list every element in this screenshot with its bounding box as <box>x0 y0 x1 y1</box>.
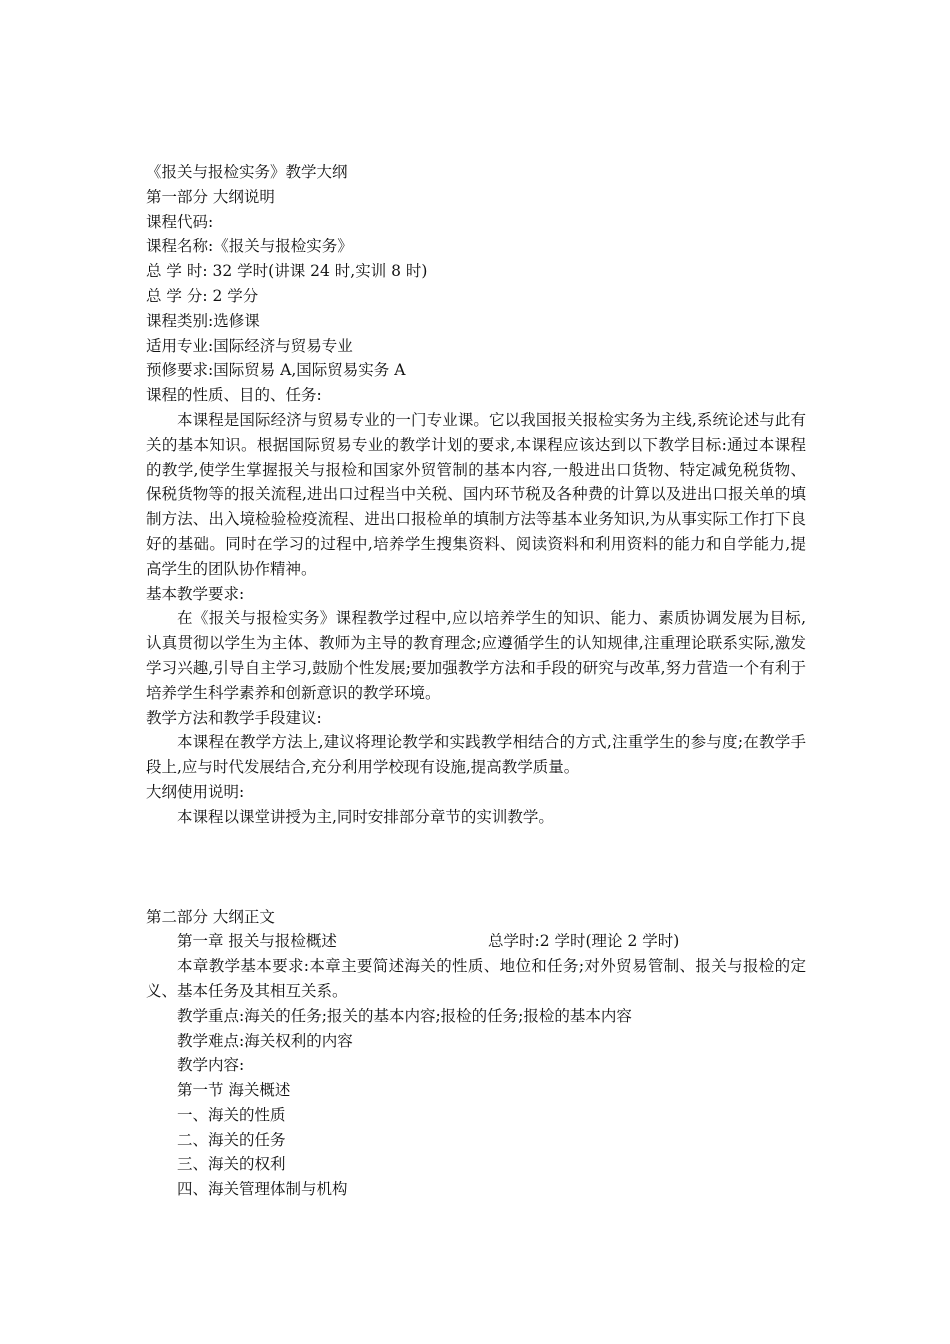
methods-paragraph: 本课程在教学方法上,建议将理论教学和实践教学相结合的方式,注重学生的参与度;在教学手段上,应与时代发展结合,充分利用学校现有设施,提高教学质量。 <box>146 733 806 777</box>
section-title: 第一节 海关概述 <box>177 1081 291 1100</box>
list-item: 二、海关的任务 <box>177 1130 286 1149</box>
field-course-type: 课程类别:选修课 <box>146 311 260 330</box>
usage-heading: 大纲使用说明: <box>146 782 245 801</box>
field-prerequisites: 预修要求:国际贸易 A,国际贸易实务 A <box>146 361 406 380</box>
document-body <box>146 160 806 1202</box>
section-spacer <box>146 830 806 905</box>
list-item: 四、海关管理体制与机构 <box>177 1180 348 1199</box>
document-title: 《报关与报检实务》教学大纲 <box>146 163 348 181</box>
field-major: 适用专业:国际经济与贸易专业 <box>146 336 353 355</box>
field-total-credits: 总 学 分: 2 学分 <box>146 286 259 305</box>
methods-heading: 教学方法和教学手段建议: <box>146 708 322 727</box>
key-points: 教学重点:海关的任务;报关的基本内容;报检的任务;报检的基本内容 <box>177 1006 632 1025</box>
requirements-heading: 基本教学要求: <box>146 584 245 603</box>
part1-heading: 第一部分 大纲说明 <box>146 187 275 206</box>
chapter-title: 第一章 报关与报检概述 <box>177 932 337 951</box>
requirements-paragraph: 在《报关与报检实务》课程教学过程中,应以培养学生的知识、能力、素质协调发展为目标,认真贯彻以学生为主体、教师为主导的教育理念;应遵循学生的认知规律,注重理论联系实际,激发学习兴趣,引导自主学习,鼓励个性发展;要加强教学方法和手段的研究与改革,努力营造一个有利于培养学生科学素养和创新意识的教学环境。 <box>146 609 806 702</box>
field-course-code: 课程代码: <box>146 212 214 231</box>
content-heading: 教学内容: <box>177 1056 245 1075</box>
nature-paragraph: 本课程是国际经济与贸易专业的一门专业课。它以我国报关报检实务为主线,系统论述与此有关的基本知识。根据国际贸易专业的教学计划的要求,本课程应该达到以下教学目标:通过本课程的教学,使学生掌握报关与报检和国家外贸管制的基本内容,一般进出口货物、特定减免税货物、保税货物等的报关流程,进出口过程当中关税、国内环节税及各种费的计算以及进出口报关单的填制方法、出入境检验检疫流程、进出口报检单的填制方法等基本业务知识,为从事实际工作打下良好的基础。同时在学习的过程中,培养学生搜集资料、阅读资料和利用资料的能力和自学能力,提高学生的团队协作精神。 <box>146 410 806 578</box>
field-total-hours: 总 学 时: 32 学时(讲课 24 时,实训 8 时) <box>146 262 428 281</box>
chapter-requirements: 本章教学基本要求:本章主要简述海关的性质、地位和任务;对外贸易管制、报关与报检的定义、基本任务及其相互关系。 <box>146 957 806 1000</box>
list-item: 一、海关的性质 <box>177 1105 286 1124</box>
field-course-name: 课程名称:《报关与报检实务》 <box>146 237 353 256</box>
part2-heading: 第二部分 大纲正文 <box>146 907 275 926</box>
chapter-hours: 总学时:2 学时(理论 2 学时) <box>488 932 680 951</box>
difficulties: 教学难点:海关权利的内容 <box>177 1031 353 1050</box>
chapter-row <box>146 929 806 954</box>
usage-paragraph: 本课程以课堂讲授为主,同时安排部分章节的实训教学。 <box>177 807 554 826</box>
list-item: 三、海关的权利 <box>177 1155 286 1174</box>
nature-heading: 课程的性质、目的、任务: <box>146 386 322 405</box>
